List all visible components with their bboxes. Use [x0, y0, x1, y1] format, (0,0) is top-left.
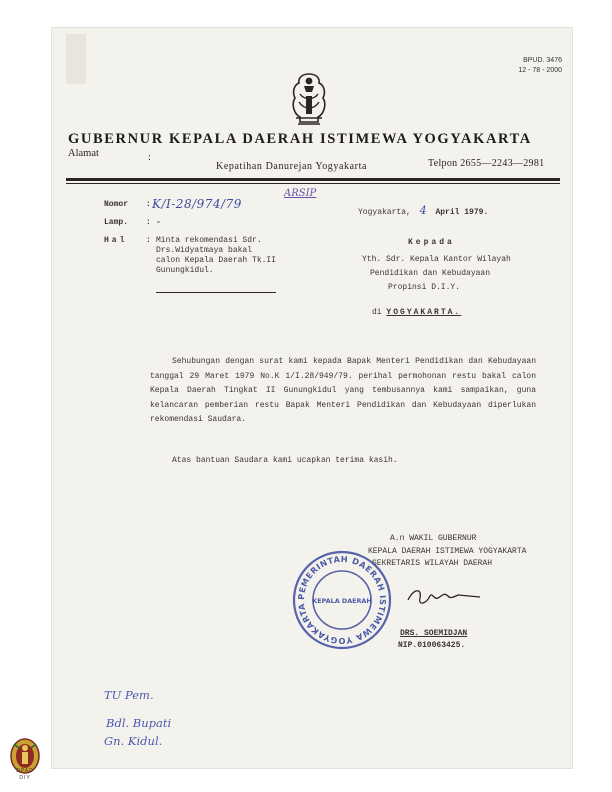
hal-label: Hal: [104, 236, 128, 245]
address-value: Kepatihan Danurejan Yogyakarta: [216, 161, 368, 172]
subject-line: Drs.Widyatmaya bakal: [156, 246, 253, 255]
subject-line: Gunungkidul.: [156, 266, 214, 275]
nomor-colon: :: [146, 200, 151, 209]
archive-code-line2: 12 - 78 - 2000: [518, 67, 562, 74]
subject-underline: [156, 292, 276, 293]
government-title: GUBERNUR KEPALA DAERAH ISTIMEWA YOGYAKARTA: [68, 131, 532, 147]
recipient-line: Pendidikan dan Kebudayaan: [370, 269, 491, 278]
signer-details: [398, 628, 467, 652]
lampiran-colon: :: [146, 218, 151, 227]
hal-colon: :: [146, 236, 151, 245]
signature-line: SEKRETARIS WILAYAH DAERAH: [372, 559, 493, 568]
signature-line: A.n WAKIL GUBERNUR: [390, 534, 477, 543]
recipient-place: YOGYAKARTA.: [386, 308, 462, 317]
date-day: 4: [419, 204, 427, 217]
logo-text-line: DPAD: [16, 768, 34, 774]
letterhead-rule-thin: [66, 183, 560, 184]
recipient-line: Propinsi D.I.Y.: [388, 283, 461, 292]
handwritten-signature-icon: [404, 582, 484, 612]
kepada-heading: Kepada: [408, 238, 455, 247]
subject-line: calon Kepala Daerah Tk.II: [156, 256, 277, 265]
recipient-di: di: [372, 308, 382, 317]
dpad-diy-logo-text: [6, 768, 44, 782]
signature-line: KEPALA DAERAH ISTIMEWA YOGYAKARTA: [368, 546, 527, 556]
signature-block: [368, 533, 568, 571]
paper-corner-shadow: [66, 34, 86, 84]
archive-code-line1: BPUD. 3476: [523, 57, 562, 64]
lampiran-value: -: [156, 218, 161, 227]
official-stamp-icon: [290, 548, 394, 652]
address-label: Alamat: [68, 148, 99, 159]
signer-nip: NIP.010063425.: [398, 641, 466, 650]
stamp-inner-text: KEPALA DAERAH: [312, 597, 372, 605]
lampiran-label: Lamp.: [104, 218, 129, 227]
recipient-line: Yth. Sdr. Kepala Kantor Wilayah: [362, 255, 511, 264]
subject-line: Minta rekomendasi Sdr.: [156, 236, 262, 245]
stamp-outer-text: PEMERINTAH DAERAH ISTIMEWA YOGYAKARTA: [295, 553, 389, 647]
signer-name: DRS. SOEMIDJAN: [400, 629, 468, 638]
recipient-city: [372, 308, 461, 317]
handwritten-note: Bdl. Bupati: [106, 716, 172, 730]
letterhead-rule-thick: [66, 178, 560, 181]
logo-text-line: DIY: [19, 775, 31, 781]
archive-code: [518, 56, 562, 76]
handwritten-note: TU Pem.: [104, 688, 154, 702]
subject-text: [156, 236, 326, 276]
recipient-address: [362, 253, 562, 295]
date-city: Yogyakarta,: [358, 208, 411, 217]
yogyakarta-crest-icon: [286, 70, 332, 128]
handwritten-note: Gn. Kidul.: [104, 734, 163, 748]
phone-number: Telpon 2655—2243—2981: [428, 158, 545, 169]
letter-date: [358, 204, 488, 217]
nomor-label: Nomor: [104, 200, 129, 209]
nomor-value: K/I-28/974/79: [152, 197, 242, 211]
date-month-year: April 1979.: [435, 208, 489, 217]
address-colon: :: [148, 152, 151, 163]
arsip-note: ARSIP: [284, 188, 317, 199]
body-paragraph-1: Sehubungan dengan surat kami kepada Bapak Menteri Pendidikan dan Kebudayaan tanggal 29 Maret 1979 No.K 1/I.28/949/79. perihal permohonan restu bakal calon Kepala Daerah Tingkat II Gunungkidul yang tembusannya kami sampaikan, guna kelancaran pemberian restu Bapak Menteri Pendidikan dan Kebudayaan diperlukan rekomendasi Saudara.: [150, 357, 536, 424]
body-paragraph-2: Atas bantuan Saudara kami ucapkan terima kasih.: [172, 456, 398, 465]
